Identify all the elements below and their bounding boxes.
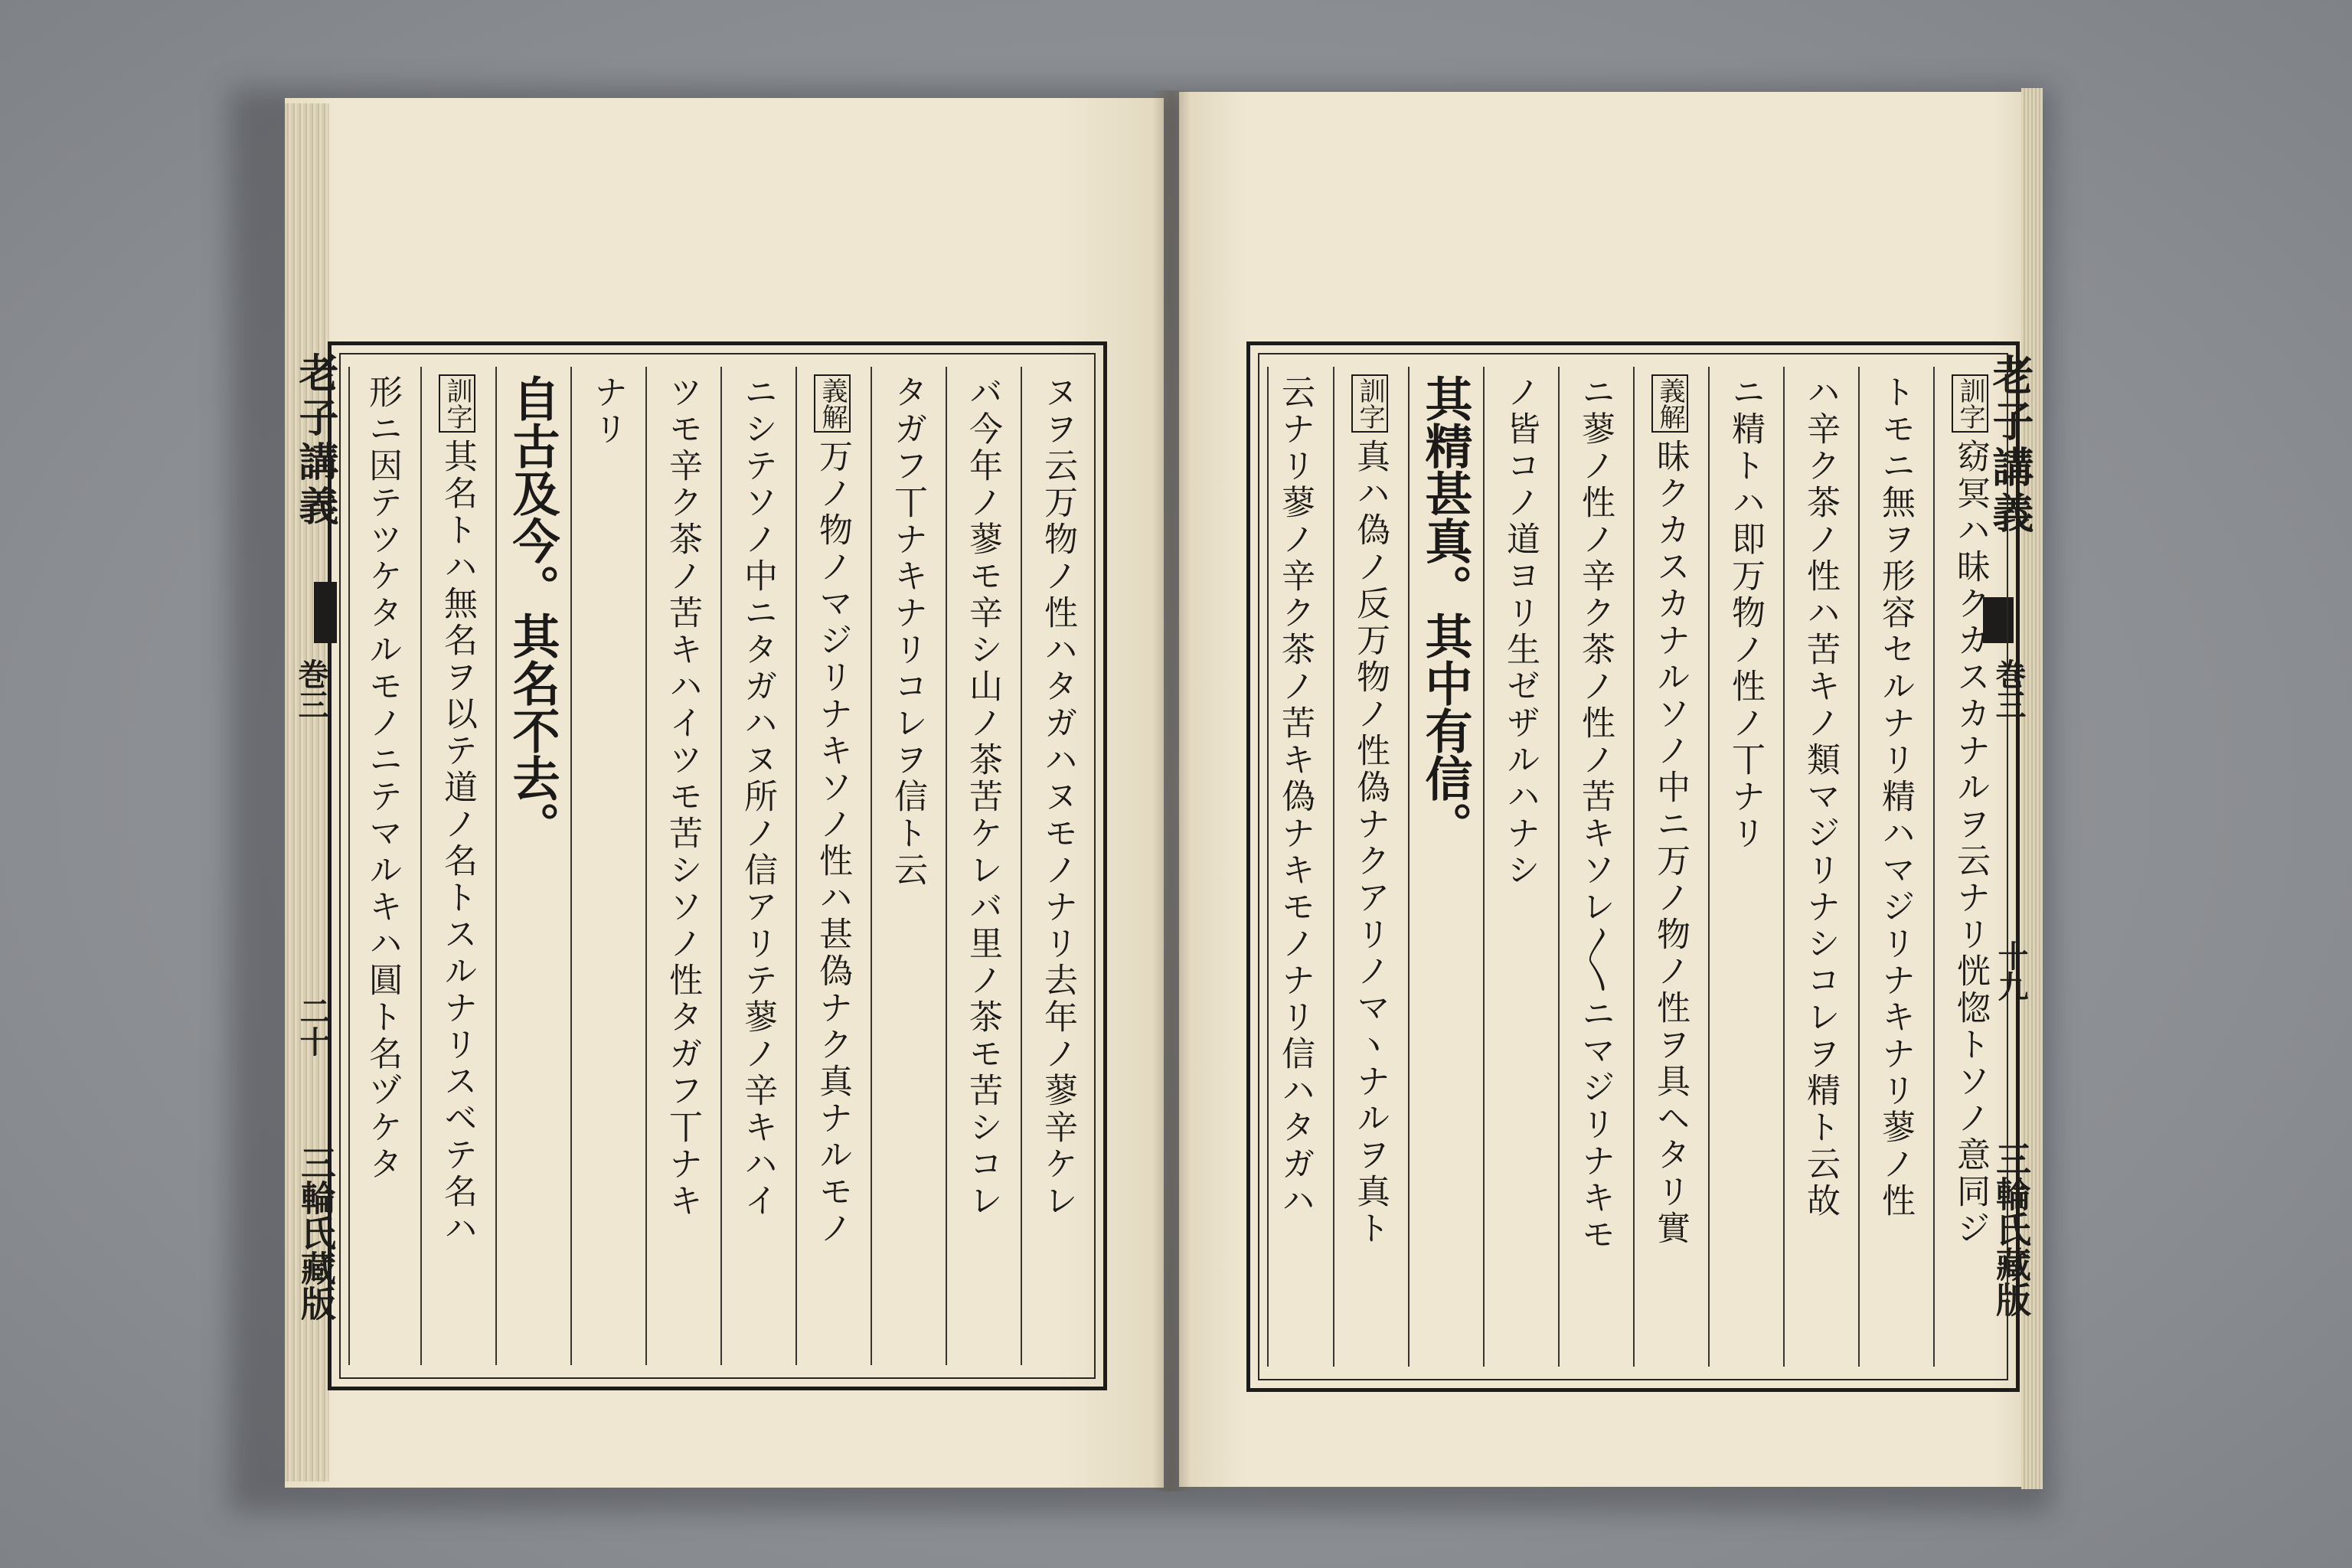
- left-column-6: ツモ辛ク茶ノ苦キハイツモ苦シソノ性タガフ丅ナキ: [645, 367, 719, 1365]
- right-side-publisher: 三輪氏藏版: [1991, 1141, 2032, 1317]
- right-kunji-tag-top: 訓字: [1952, 374, 1988, 433]
- left-column-1: ヌヲ云万物ノ性ハタガハヌモノナリ去年ノ蓼辛ケレ: [1021, 367, 1094, 1365]
- left-side-title: 老子講義: [292, 352, 338, 530]
- right-column-10: 云ナリ蓼ノ辛ク茶ノ苦キ偽ナキモノナリ信ハタガハ: [1267, 367, 1331, 1367]
- right-column-1-text: 窈冥ハ昧クカスカナルヲ云ナリ恍惚トソノ意同ジ: [1951, 439, 1990, 1247]
- right-side-volume: 巻三: [1991, 658, 2027, 720]
- left-inner-border: [339, 353, 1096, 1379]
- right-inner-border: [1258, 353, 2008, 1380]
- left-column-5: ニシテソノ中ニタガハヌ所ノ信アリテ蓼ノ辛キハイ: [720, 367, 794, 1365]
- left-text-frame: [328, 341, 1107, 1390]
- left-column-9-text: 其名トハ無名ヲ以テ道ノ名トスルナリスベテ名ハ: [438, 439, 477, 1247]
- right-column-7: ノ皆コノ道ヨリ生ゼザルハナシ: [1483, 367, 1557, 1367]
- left-side-page: 二十: [295, 995, 331, 1057]
- right-column-9-text: 真ハ偽ノ反万物ノ性偽ナクアリノマヽナルヲ真ト: [1351, 439, 1390, 1247]
- left-column-4-text: 万ノ物ノマジリナキソノ性ハ甚偽ナク真ナルモノ: [813, 439, 852, 1247]
- right-column-4: ニ精トハ即万物ノ性ノ丅ナリ: [1708, 367, 1782, 1367]
- right-kunji-tag: 訓字: [1351, 374, 1388, 433]
- left-side-publisher: 三輪氏藏版: [296, 1145, 337, 1321]
- left-column-2: バ今年ノ蓼モ辛シ山ノ茶苦ケレバ里ノ茶モ苦シコレ: [946, 367, 1019, 1365]
- right-column-1: [1933, 367, 2007, 1367]
- book-gutter: [1152, 90, 1191, 1491]
- right-side-title: 老子講義: [1986, 354, 2035, 537]
- right-gikai-tag: 義解: [1651, 374, 1688, 433]
- right-column-3: ハ辛ク茶ノ性ハ苦キノ類マジリナシコレヲ精ト云故: [1783, 367, 1857, 1367]
- right-heading-column: 其精甚真。其中有信。: [1408, 367, 1481, 1367]
- right-column-9: [1333, 367, 1406, 1367]
- right-text-frame: [1246, 341, 2020, 1392]
- left-kunji-tag: 訓字: [439, 374, 475, 433]
- left-column-10: 形ニ因テツケタルモノニテマルキハ圓ト名ヅケタ: [348, 367, 419, 1365]
- right-column-6: ニ蓼ノ性ノ辛ク茶ノ性ノ苦キソレ〳〵ニマジリナキモ: [1558, 367, 1632, 1367]
- left-column-3: タガフ丅ナキナリコレヲ信ト云: [871, 367, 944, 1365]
- right-column-5-text: 昧クカスカナルソノ中ニ万ノ物ノ性ヲ具ヘタリ實: [1651, 439, 1690, 1247]
- right-side-page: 十九: [1993, 940, 2029, 1001]
- right-column-2: トモニ無ヲ形容セルナリ精ハマジリナキナリ蓼ノ性: [1858, 367, 1932, 1367]
- left-heading-column: 自古及今。其名不去。: [495, 367, 569, 1365]
- left-column-7: ナリ: [570, 367, 644, 1365]
- left-side-volume: 巻三: [293, 658, 329, 720]
- left-column-9: [420, 367, 494, 1365]
- left-column-4: [795, 367, 869, 1365]
- left-gikai-tag: 義解: [814, 374, 851, 433]
- right-column-5: [1633, 367, 1707, 1367]
